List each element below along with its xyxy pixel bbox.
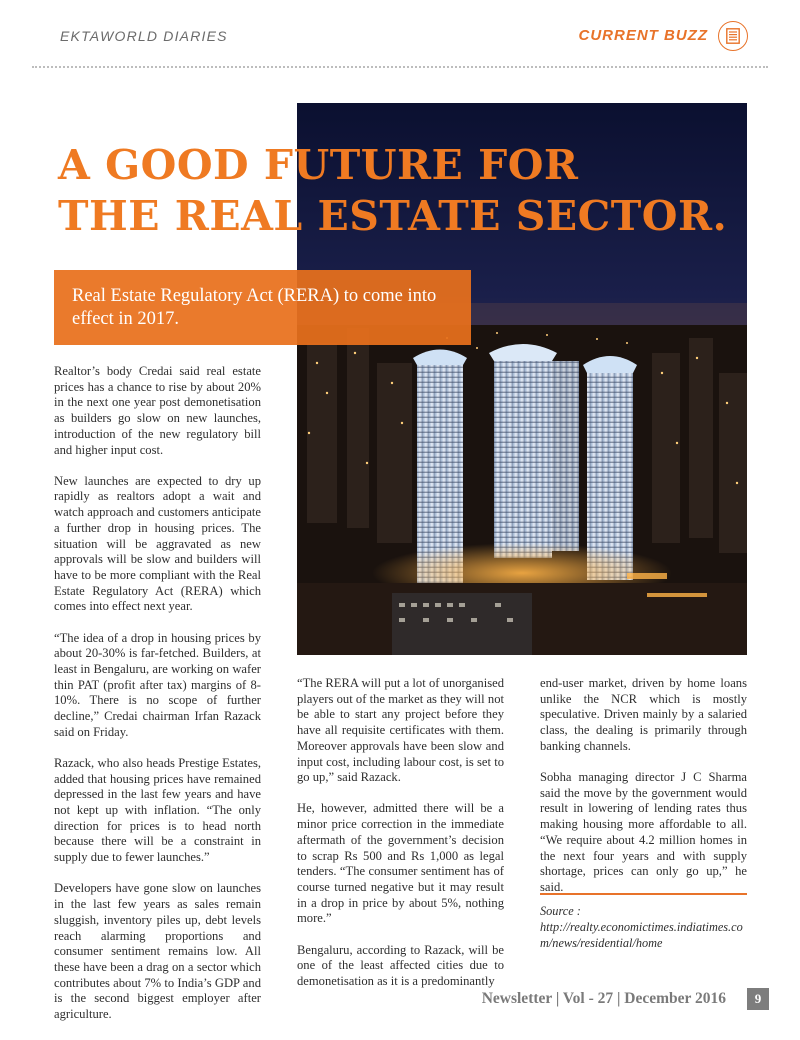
paragraph: “The RERA will put a lot of unorganised players out of the market as they will not be able to start any project before they have all requisite certificates with them. Moreover approvals have been slow and input cost, including labour cost, is set to go up,” said Razack. — [297, 676, 504, 785]
source-divider — [540, 893, 747, 895]
paragraph: Realtor’s body Credai said real estate prices has a chance to rise by about 20% in the next one year post demonetisation as builders go slow on new launches, introduction of the new regulatory bill and higher input cost. — [54, 364, 261, 457]
article-title — [58, 140, 727, 242]
page-number: 9 — [747, 988, 769, 1010]
paragraph: “The idea of a drop in housing prices by about 20-30% is far-fetched. Builders, at least in Bengaluru, are working on wafer thin PAT (profit after tax) margins of 8-10%. There is no scope of further decline,” Credai chairman Irfan Razack said on Friday. — [54, 630, 261, 739]
column-3 — [540, 676, 747, 911]
paragraph: He, however, admitted there will be a minor price correction in the immediate aftermath of the government’s decision to scrap Rs 500 and Rs 1,000 as legal tenders. “The consumer sentiment has of course turned negative but it may result in a drop in price by about 5%, nothing more.” — [297, 801, 504, 926]
source-label: Source : — [540, 904, 581, 918]
section-name: CURRENT BUZZ — [578, 27, 708, 44]
header-divider — [32, 66, 768, 68]
paragraph: Bengaluru, according to Razack, will be one of the least affected cities due to demonetisation as it is a predominantly — [297, 942, 504, 988]
paragraph: Sobha managing director J C Sharma said the move by the government would result in lowering of lending rates thus making housing more affordable to all. “We require about 4.2 million homes in the next four years and with supply shortage, prices can only go up,” he said. — [540, 770, 747, 894]
source-block — [540, 903, 750, 951]
title-line-2: THE REAL ESTATE SECTOR. — [58, 192, 728, 240]
paragraph: New launches are expected to dry up rapidly as realtors adopt a wait and watch approach and customers anticipate a further drop in housing prices. The situation will be aggravated as new approvals will be slow and builders will have to be more compliant with the Real Estate Regulatory Act (RERA) which comes into effect next year. — [54, 473, 262, 614]
publication-name: EKTAWORLD DIARIES — [60, 28, 228, 44]
subtitle-banner — [54, 270, 471, 345]
subtitle-text: Real Estate Regulatory Act (RERA) to come into effect in 2017. — [72, 286, 437, 329]
footer-text: Newsletter | Vol - 27 | December 2016 — [481, 990, 726, 1007]
column-2 — [297, 676, 504, 1005]
paragraph: Developers have gone slow on launches in the last few years as sales remain sluggish, inventory piles up, debt levels reach alarming proportions and consumer sentiment remains low. All these have been a drag on a sector which contributes about 7% to India’s GDP and is the second biggest employer after agriculture. — [54, 881, 261, 1022]
document-icon — [718, 21, 748, 51]
paragraph: end-user market, driven by home loans unlike the NCR which is mostly speculative. Driven mainly by a salaried class, the dealing is primarily through banking channels. — [540, 676, 747, 753]
paragraph: Razack, who also heads Prestige Estates, added that housing prices have remained depressed in the last few years and have not kept up with inflation. “The only direction for prices is to head north because there will be a constraint in supply due to fewer launches.” — [54, 755, 261, 865]
title-line-1: A GOOD FUTURE FOR — [58, 141, 579, 189]
column-1 — [54, 364, 261, 1038]
source-link[interactable]: http://realty.economictimes.indiatimes.com/news/residential/home — [540, 920, 743, 950]
